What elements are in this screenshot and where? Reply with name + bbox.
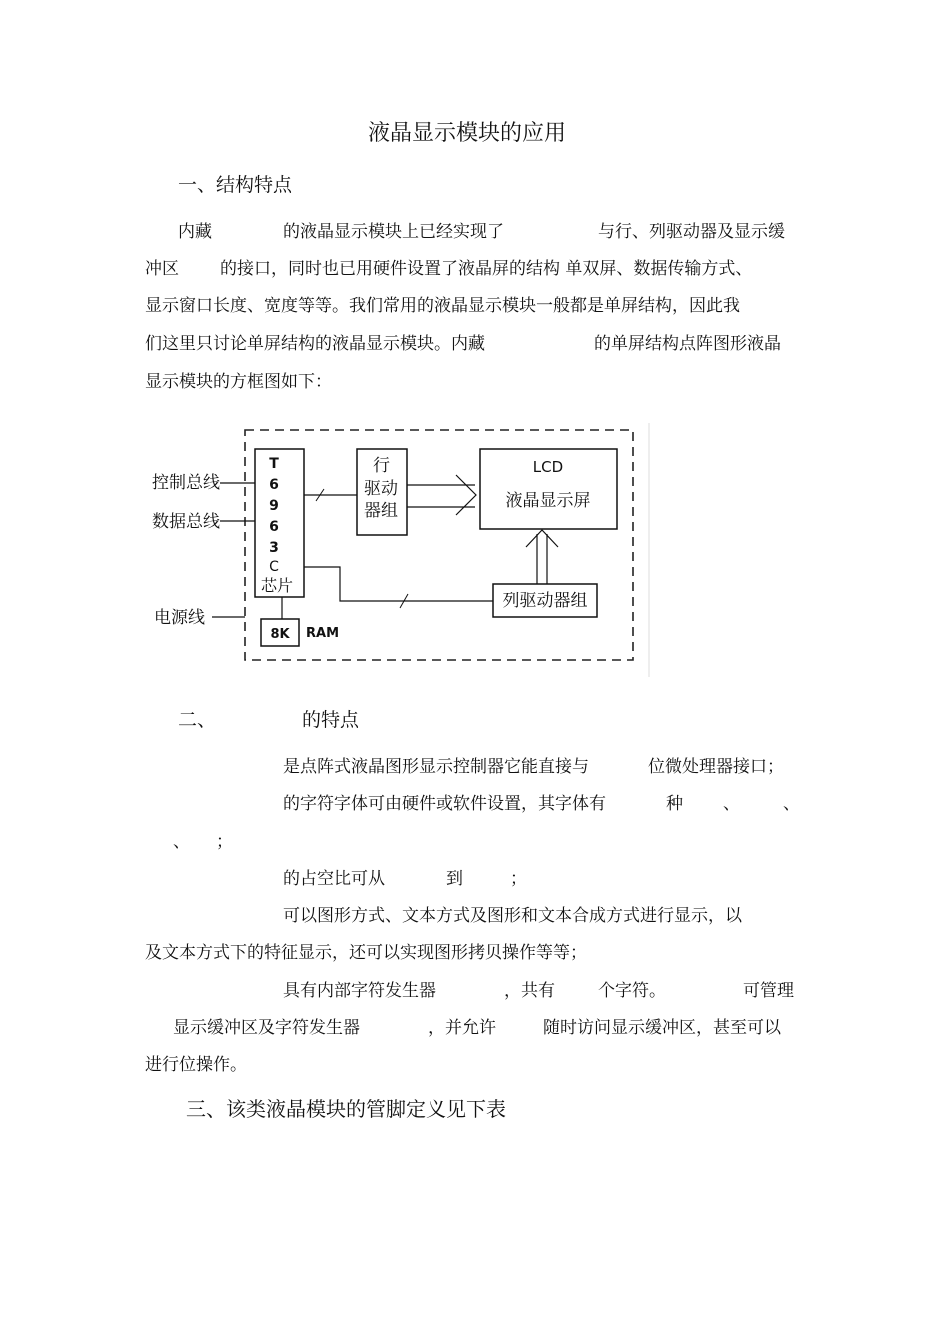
paragraph-text: 及文本方式下的特征显示，还可以实现图形拷贝操作等等； <box>145 943 587 963</box>
paragraph-text: 的接口，同时也已用硬件设置了液晶屏的结构 单双屏、数据传输方式、 <box>220 259 753 279</box>
paragraph-text: 显示窗口长度、宽度等等。我们常用的液晶显示模块一般都是单屏结构，因此我 <box>145 296 740 316</box>
paragraph-text: 、 <box>173 832 190 852</box>
paragraph-text: 的占空比可从 <box>283 869 385 889</box>
paragraph-text: ； <box>510 869 527 889</box>
block-diagram <box>140 415 655 677</box>
section-heading-structure: 一、结构特点 <box>178 174 293 196</box>
paragraph-text: 个字符。 <box>598 981 666 1001</box>
section-heading-features: 二、 <box>178 709 217 731</box>
lcd-title: LCD <box>532 458 564 476</box>
power-line-label: 电源线 <box>154 608 205 628</box>
paragraph-text: 与行、列驱动器及显示缓 <box>598 222 785 242</box>
paragraph-text: ； <box>216 832 233 852</box>
paragraph-text: ，共有 <box>504 981 555 1001</box>
data-bus-label: 数据总线 <box>152 512 220 532</box>
chip-char: 6 <box>269 519 279 535</box>
column-driver-label: 列驱动器组 <box>502 591 588 611</box>
paragraph-text: 显示缓冲区及字符发生器 <box>173 1018 360 1038</box>
chip-char: C <box>269 559 279 575</box>
paragraph-text: 进行位操作。 <box>145 1055 247 1075</box>
control-bus-label: 控制总线 <box>152 473 220 493</box>
chip-to-col-bus <box>304 567 493 601</box>
paragraph-text: 、 <box>723 794 740 814</box>
paragraph-text: 的液晶显示模块上已经实现了 <box>283 222 504 242</box>
paragraph-text: 可管理 <box>743 981 794 1001</box>
paragraph-text: 、 <box>783 794 800 814</box>
chip-char: 9 <box>269 498 279 514</box>
section-heading-features-rest: 的特点 <box>302 709 360 731</box>
ram-label: RAM <box>306 626 340 641</box>
chip-char: 3 <box>269 540 279 556</box>
paragraph-text: 冲区 <box>145 259 179 279</box>
row-driver-label: 行 <box>373 456 390 476</box>
arrow-head <box>526 530 558 547</box>
ram-size: 8K <box>270 627 290 642</box>
paragraph-text: 随时访问显示缓冲区，甚至可以 <box>543 1018 781 1038</box>
paragraph-text: 到 <box>446 869 463 889</box>
paragraph-text: 位微处理器接口； <box>648 757 784 777</box>
chip-char: T <box>269 456 279 472</box>
chip-char: 6 <box>269 477 279 493</box>
row-driver-label: 器组 <box>364 501 398 521</box>
paragraph-text: 们这里只讨论单屏结构的液晶显示模块。内藏 <box>145 334 485 354</box>
paragraph-text: 显示模块的方框图如下： <box>145 372 332 392</box>
chip-box <box>255 449 304 597</box>
paragraph-text: 的单屏结构点阵图形液晶 <box>594 334 781 354</box>
lcd-label: 液晶显示屏 <box>505 491 591 511</box>
paragraph-text: 种 <box>666 794 683 814</box>
paragraph-text: 是点阵式液晶图形显示控制器它能直接与 <box>283 757 589 777</box>
arrow-head <box>456 475 476 515</box>
paragraph-text: ，并允许 <box>428 1018 496 1038</box>
row-driver-label: 驱动 <box>364 479 398 499</box>
section-heading-pins: 三、该类液晶模块的管脚定义见下表 <box>186 1097 506 1121</box>
paragraph-text: 内藏 <box>178 222 212 242</box>
chip-label: 芯片 <box>260 576 294 595</box>
paragraph-text: 具有内部字符发生器 <box>283 981 436 1001</box>
paragraph-text: 的字符字体可由硬件或软件设置，其字体有 <box>283 794 606 814</box>
page-title: 液晶显示模块的应用 <box>368 121 567 146</box>
paragraph-text: 可以图形方式、文本方式及图形和文本合成方式进行显示，以 <box>283 906 742 926</box>
